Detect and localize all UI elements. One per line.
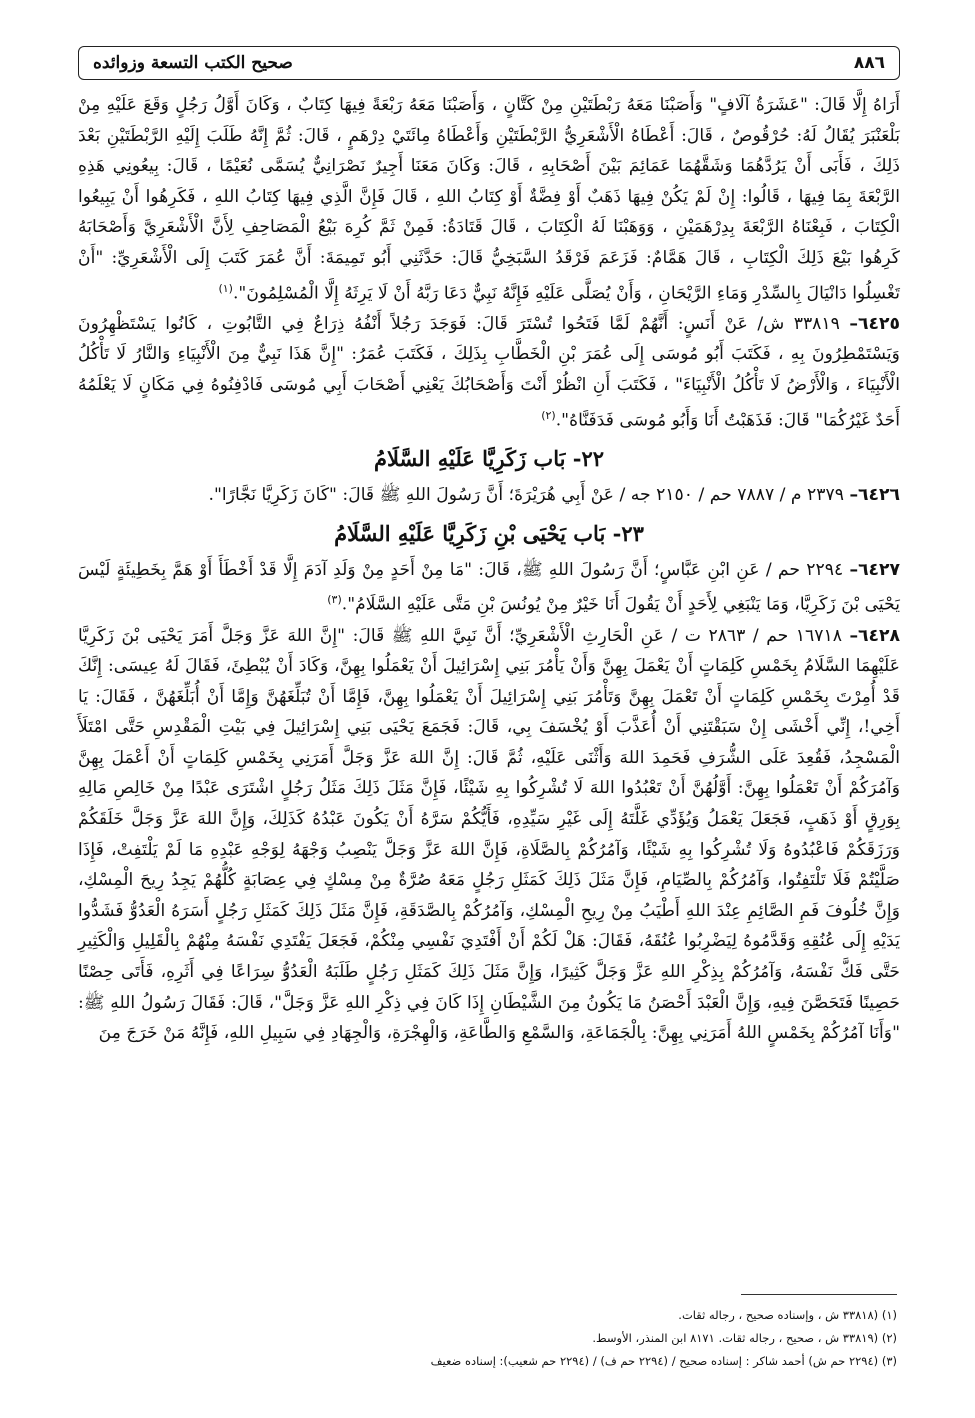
hadith-text: عَنْ أَنَسٍ: أَنَّهُمْ لَمَّا فَتَحُوا تُسْتَرَ قَالَ: فَوَجَدَ رَجُلاً أَنْفُهُ ذِرَاعٌ فِي التَّابُوتِ ، كَانُوا يَسْتَظْهِرُونَ وَيَسْتَمْطِرُونَ بِهِ ، فَكَتَبَ أَبُو مُوسَى إِلَى عُمَرَ بْنِ الْخَطَّابِ بِذَلِكَ ، فَكَتَبَ عُمَرُ: "إِنَّ هَذَا نَبِيٌّ مِنَ الْأَنْبِيَاءِ وَالنَّارُ لَا تَأْكُلُ الْأَنْبِيَاءَ ، وَالْأَرْضُ لَا تَأْكُلُ الْأَنْبِيَاءَ" ، فَكَتَبَ أَنِ انْظُرْ أَنْتَ وَأَصْحَابُكَ يَعْنِي أَصْحَابَ أَبِي مُوسَى فَادْفِنُوهُ فِي مَكَانٍ لَا يَعْلَمُهُ أَحَدٌ غَيْرُكُمَا" قَالَ: فَذَهَبْتُ أَنَا وَأَبُو مُوسَى فَدَفَنَّاهُ". [78, 313, 900, 431]
hadith-text: عَنْ أَبِي هُرَيْرَةَ؛ أَنَّ رَسُولَ اللهِ ﷺ قَالَ: "كَانَ زَكَرِيَّا نَجَّارًا". [208, 485, 615, 505]
footnote-separator [741, 1294, 897, 1295]
page-header [78, 46, 900, 80]
source-reference: ٣٣٨١٩ ش/ [757, 313, 840, 334]
hadith-6425 [78, 309, 900, 436]
hadith-text: أَرَاهُ إِلَّا قَالَ: "عَشَرَةُ آلَافٍ" وَأَصَبْنَا مَعَهُ رَبْطَتَيْنِ مِنْ كَتَّانٍ ، وَأَصَبْنَا مَعَهُ رَبْعَةً فِيهَا كِتَابٌ ، وَكَانَ أَوَّلُ رَجُلٍ وَقَعَ عَلَيْهِ مِنْ بَلْعَنْبَرَ يُقَالُ لَهُ: حُرْقُوصٌ ، قَالَ: أَعْطَاهُ الْأَشْعَرِيُّ الرَّبْطَتَيْنِ وَأَعْطَاهُ مِائَتَيْ دِرْهَمٍ ، قَالَ: ثُمَّ إِنَّهُ طَلَبَ إِلَيْهِ الرَّبْطَتَيْنِ بَعْدَ ذَلِكَ ، فَأَبَى أَنْ يَرُدَّهُمَا وَشَقَّهُمَا عَمَائِمَ بَيْنَ أَصْحَابِهِ ، قَالَ: وَكَانَ مَعَنَا أَجِيرٌ نَصْرَانِيٌّ يُسَمَّى نُعَيْمًا ، قَالَ: بِيعُونِي هَذِهِ الرَّبْعَةَ بِمَا فِيهَا ، قَالُوا: إِنْ لَمْ يَكُنْ فِيهَا ذَهَبٌ أَوْ فِضَّةٌ أَوْ كِتَابُ اللهِ ، قَالَ فَإِنَّ الَّذِي فِيهَا كِتَابُ اللهِ ، فَكَرِهُوا أَنْ يَبِيعُوا الْكِتَابَ ، فَبِعْنَاهُ الرَّبْعَةَ بِدِرْهَمَيْنِ ، وَوَهَبْنَا لَهُ الْكِتَابَ ، قَالَ قَتَادَةُ: فَمِنْ ثَمَّ كُرِهَ بَيْعُ الْمَصَاحِفِ لِأَنَّ الْأَشْعَرِيَّ وَأَصْحَابَهُ كَرِهُوا بَيْعَ ذَلِكَ الْكِتَابِ ، قَالَ هَمَّامٌ: فَزَعَمَ فَرْقَدُ السَّبَخِيُّ قَالَ: حَدَّثَنِي أَبُو تَمِيمَةَ: أَنَّ عُمَرَ كَتَبَ إِلَى الْأَشْعَرِيِّ: "أَنْ تَغْسِلُوا دَانْيَالَ بِالسِّدْرِ وَمَاءِ الرَّيْحَانِ ، وَأَنْ يُصَلَّى عَلَيْهِ فَإِنَّهُ نَبِيٌّ دَعَا رَبَّهُ أَنْ لَا يَرِثَهُ إِلَّا الْمُسْلِمُونَ". [78, 95, 900, 304]
hadith-continuation [78, 90, 900, 309]
footnote-3: (٣) (٢٢٩٤ حم ش) أحمد شاكر : إسناده صحيح / (٢٢٩٤ حم ف) / (٢٢٩٤ حم شعيب): إسناده ضعيف [430, 1354, 897, 1368]
footnote-marker: (١) [218, 281, 233, 295]
hadith-number: ٦٤٢٨– [849, 625, 900, 646]
source-reference: ٢٣٧٩ م / ٧٨٨٧ حم / ٢١٥٠ جه / [619, 485, 844, 505]
chapter-heading-22: ٢٢- بَاب زَكَرِيَّا عَلَيْهِ السَّلَامُ [373, 446, 605, 471]
hadith-text: عَنِ ابْنِ عَبَّاسٍ؛ أَنَّ رَسُولَ اللهِ ﷺ، قَالَ: "مَا مِنْ أَحَدٍ مِنْ وَلَدِ آدَمَ إِلَّا قَدْ أَخْطَأَ أَوْ هَمَّ بِخَطِيئَةٍ لَيْسَ يَحْيَى بْنَ زَكَرِيَّا، وَمَا يَنْبَغِي لِأَحَدٍ أَنْ يَقُولَ أَنَا خَيْرٌ مِنْ يُونُسَ بْنِ مَتَّى عَلَيْهِ السَّلَامُ". [78, 559, 900, 615]
hadith-text: عَنِ الْحَارِثِ الْأَشْعَرِيِّ؛ أَنَّ نَبِيَّ اللهِ ﷺ قَالَ: "إِنَّ اللهَ عَزَّ وَجَلَّ أَمَرَ يَحْيَى بْنَ زَكَرِيَّا عَلَيْهِمَا السَّلَامُ بِخَمْسِ كَلِمَاتٍ أَنْ يَعْمَلَ بِهِنَّ وَأَنْ يَأْمُرَ بَنِي إِسْرَائِيلَ أَنْ يَعْمَلُوا بِهِنَّ، وَكَادَ أَنْ يُبْطِئَ، فَقَالَ لَهُ عِيسَى: إِنَّكَ قَدْ أُمِرْتَ بِخَمْسِ كَلِمَاتٍ أَنْ تَعْمَلَ بِهِنَّ وَتَأْمُرَ بَنِي إِسْرَائِيلَ أَنْ يَعْمَلُوا بِهِنَّ، فَإِمَّا أَنْ تُبَلِّغَهُنَّ وَإِمَّا أَنْ أُبَلِّغَهُنَّ ، فَقَالَ: يَا أَخِي!، إِنِّي أَخْشَى إِنْ سَبَقْتَنِي أَنْ أُعَذَّبَ أَوْ يُخْسَفَ بِي، قَالَ: فَجَمَعَ يَحْيَى بَنِي إِسْرَائِيلَ فِي بَيْتِ الْمَقْدِسِ حَتَّى امْتَلَأَ الْمَسْجِدُ، فَقُعِدَ عَلَى الشُّرَفِ فَحَمِدَ اللهَ وَأَثْنَى عَلَيْهِ، ثُمَّ قَالَ: إِنَّ اللهَ عَزَّ وَجَلَّ أَمَرَنِي بِخَمْسِ كَلِمَاتٍ أَنْ أَعْمَلَ بِهِنَّ وَآمُرَكُمْ أَنْ تَعْمَلُوا بِهِنَّ: أَوَّلُهُنَّ أَنْ تَعْبُدُوا اللهَ لَا تُشْرِكُوا بِهِ شَيْئًا، فَإِنَّ مَثَلَ ذَلِكَ مَثَلُ رَجُلٍ اشْتَرَى عَبْدًا مِنْ خَالِصِ مَالِهِ بِوَرِقٍ أَوْ ذَهَبٍ، فَجَعَلَ يَعْمَلُ وَيُؤَدِّي غَلَّتَهُ إِلَى غَيْرِ سَيِّدِهِ، فَأَيُّكُمْ سَرَّهُ أَنْ يَكُونَ عَبْدُهُ كَذَلِكَ، وَإِنَّ اللهَ عَزَّ وَجَلَّ خَلَقَكُمْ وَرَزَقَكُمْ فَاعْبُدُوهُ وَلَا تُشْرِكُوا بِهِ شَيْئًا، وَآمُرُكُمْ بِالصَّلَاةِ، فَإِنَّ اللهَ عَزَّ وَجَلَّ يَنْصِبُ وَجْهَهُ لِوَجْهِ عَبْدِهِ مَا لَمْ يَلْتَفِتْ، فَإِذَا صَلَّيْتُمْ فَلَا تَلْتَفِتُوا، وَآمُرُكُمْ بِالصِّيَامِ، فَإِنَّ مَثَلَ ذَلِكَ كَمَثَلِ رَجُلٍ مَعَهُ صُرَّةٌ مِنْ مِسْكٍ فِي عِصَابَةٍ كُلُّهُمْ يَجِدُ رِيحَ الْمِسْكِ، وَإِنَّ خُلُوفَ فَمِ الصَّائِمِ عِنْدَ اللهِ أَطْيَبُ مِنْ رِيحِ الْمِسْكِ، وَآمُرُكُمْ بِالصَّدَقَةِ، فَإِنَّ مَثَلَ ذَلِكَ كَمَثَلِ رَجُلٍ أَسَرَهُ الْعَدُوُّ فَشَدُّوا يَدَيْهِ إِلَى عُنُقِهِ وَقَدَّمُوهُ لِيَضْرِبُوا عُنُقَهُ، فَقَالَ: هَلْ لَكُمْ أَنْ أَفْتَدِيَ نَفْسِي مِنْكُمْ، فَجَعَلَ يَفْتَدِي نَفْسَهُ مِنْهُمْ بِالْقَلِيلِ وَالْكَثِيرِ حَتَّى فَكَّ نَفْسَهُ، وَآمُرُكُمْ بِذِكْرِ اللهِ عَزَّ وَجَلَّ كَثِيرًا، وَإِنَّ مَثَلَ ذَلِكَ كَمَثَلِ رَجُلٍ طَلَبَهُ الْعَدُوُّ سِرَاعًا فِي أَثَرِهِ، فَأَتَى حِصْنًا حَصِينًا فَتَحَصَّنَ فِيهِ، وَإِنَّ الْعَبْدَ أَحْصَنُ مَا يَكُونُ مِنَ الشَّيْطَانِ إِذَا كَانَ فِي ذِكْرِ اللهِ عَزَّ وَجَلَّ"، قَالَ: فَقَالَ رَسُولُ اللهِ ﷺ: "وَأَنَا آمُرُكُمْ بِخَمْسٍ اللهُ أَمَرَنِي بِهِنَّ: بِالْجَمَاعَةِ، وَالسَّمْعِ وَالطَّاعَةِ، وَالْهِجْرَةِ، وَالْجِهَادِ فِي سَبِيلِ اللهِ، فَإِنَّهُ مَنْ خَرَجَ مِنَ [78, 625, 901, 1044]
hadith-6426 [78, 480, 900, 511]
chapter-heading-23: ٢٣- بَاب يَحْيَى بْنِ زَكَرِيَّا عَلَيْهِ السَّلَامُ [334, 520, 644, 546]
page-number: ٨٨٦ [853, 53, 885, 73]
footnote-marker: (٢) [541, 408, 556, 422]
footnotes [75, 1304, 897, 1373]
source-reference: ٢٢٩٤ حم / [765, 559, 844, 580]
footnote-1: (١) (٣٣٨١٨ ش ، وإسناده صحيح ، رجاله ثقات. [678, 1308, 897, 1322]
page-body [78, 90, 900, 1049]
source-reference: ١٦٧١٨ حم / ٢٨٦٣ ت / [671, 625, 842, 646]
document-page [78, 46, 900, 1049]
hadith-number: ٦٤٢٦– [849, 485, 900, 505]
footnote-marker: (٣) [327, 593, 342, 607]
book-title: صحيح الكتب التسعة وزوائده [93, 53, 293, 73]
hadith-number: ٦٤٢٧– [849, 559, 901, 580]
footnote-2: (٢) (٣٣٨١٩ ش ، صحيح ، رجاله ثقات. ٨١٧١ ابن المنذر، الأوسط. [592, 1331, 897, 1345]
hadith-6427 [78, 555, 900, 621]
hadith-6428 [78, 621, 900, 1049]
hadith-number: ٦٤٢٥– [849, 313, 900, 334]
